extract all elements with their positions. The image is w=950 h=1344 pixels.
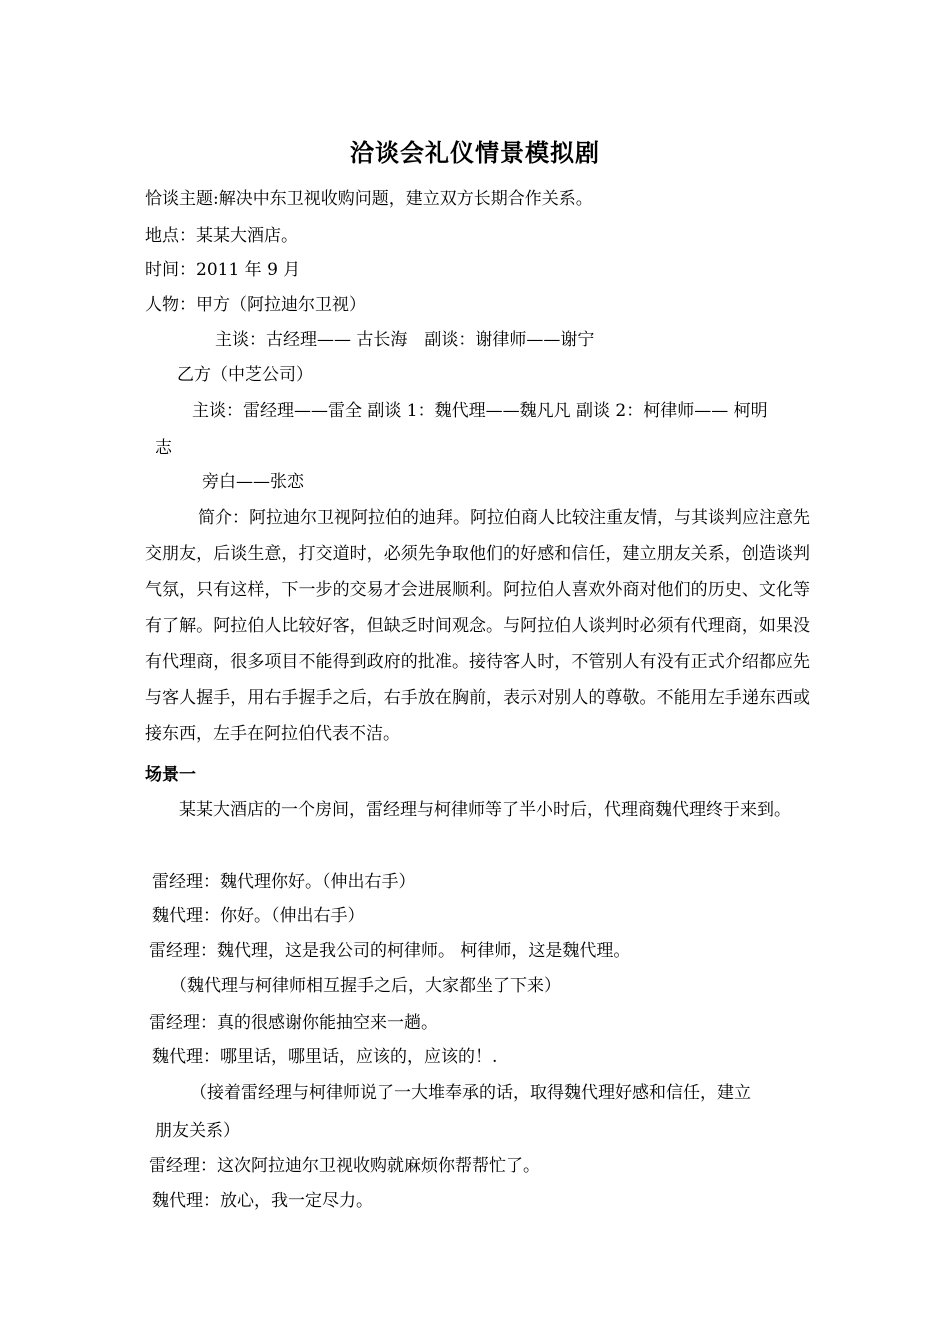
dialogue-line: 雷经理：魏代理你好。（伸出右手） xyxy=(152,872,416,892)
party-b-line: 乙方（中芝公司） xyxy=(177,365,313,385)
party-b-roles: 主谈：雷经理——雷全 副谈 1：魏代理——魏凡凡 副谈 2：柯律师—— 柯明 xyxy=(192,401,768,421)
dialogue-line: 雷经理：这次阿拉迪尔卫视收购就麻烦你帮帮忙了。 xyxy=(149,1156,540,1176)
stage-direction-cont: 朋友关系） xyxy=(155,1121,240,1141)
scene-heading: 场景一 xyxy=(145,765,196,785)
dialogue-line: 魏代理：哪里话，哪里话，应该的，应该的！. xyxy=(152,1047,498,1067)
dialogue-line: 雷经理：魏代理，这是我公司的柯律师。 柯律师，这是魏代理。 xyxy=(149,941,631,961)
dialogue-line: 魏代理：放心，我一定尽力。 xyxy=(152,1191,373,1211)
dialogue-line: 雷经理：真的很感谢你能抽空来一趟。 xyxy=(149,1013,438,1033)
time-line: 时间：2011 年 9 月 xyxy=(145,260,301,280)
stage-direction: （魏代理与柯律师相互握手之后，大家都坐了下来） xyxy=(170,976,561,996)
intro-paragraph: 简介：阿拉迪尔卫视阿拉伯的迪拜。阿拉伯商人比较注重友情，与其谈判应注意先交朋友，后谈生意，打交道时，必须先争取他们的好感和信任，建立朋友关系，创造谈判气氛，只有这样，下一步的交易才会进展顺利。阿拉伯人喜欢外商对他们的历史、文化等有了解。阿拉伯人比较好客，但缺乏时间观念。与阿拉伯人谈判时必须有代理商，如果没有代理商，很多项目不能得到政府的批准。接待客人时，不管别人有没有正式介绍都应先与客人握手，用右手握手之后，右手放在胸前，表示对别人的尊敬。不能用左手递东西或接东西，左手在阿拉伯代表不洁。 xyxy=(145,508,810,744)
scene-description: 某某大酒店的一个房间，雷经理与柯律师等了半小时后，代理商魏代理终于来到。 xyxy=(179,800,791,820)
narrator-line: 旁白——张恋 xyxy=(202,472,304,492)
party-a-roles: 主谈：古经理—— 古长海 副谈：谢律师——谢宁 xyxy=(215,330,595,350)
characters-line: 人物：甲方（阿拉迪尔卫视） xyxy=(145,295,366,315)
stage-direction: （接着雷经理与柯律师说了一大堆奉承的话，取得魏代理好感和信任，建立 xyxy=(190,1083,751,1103)
document-title: 洽谈会礼仪情景模拟剧 xyxy=(350,138,600,167)
theme-line: 恰谈主题:解决中东卫视收购问题，建立双方长期合作关系。 xyxy=(145,189,593,209)
dialogue-line: 魏代理：你好。（伸出右手） xyxy=(152,906,365,926)
location-line: 地点：某某大酒店。 xyxy=(145,226,298,246)
party-b-roles-cont: 志 xyxy=(155,438,172,458)
